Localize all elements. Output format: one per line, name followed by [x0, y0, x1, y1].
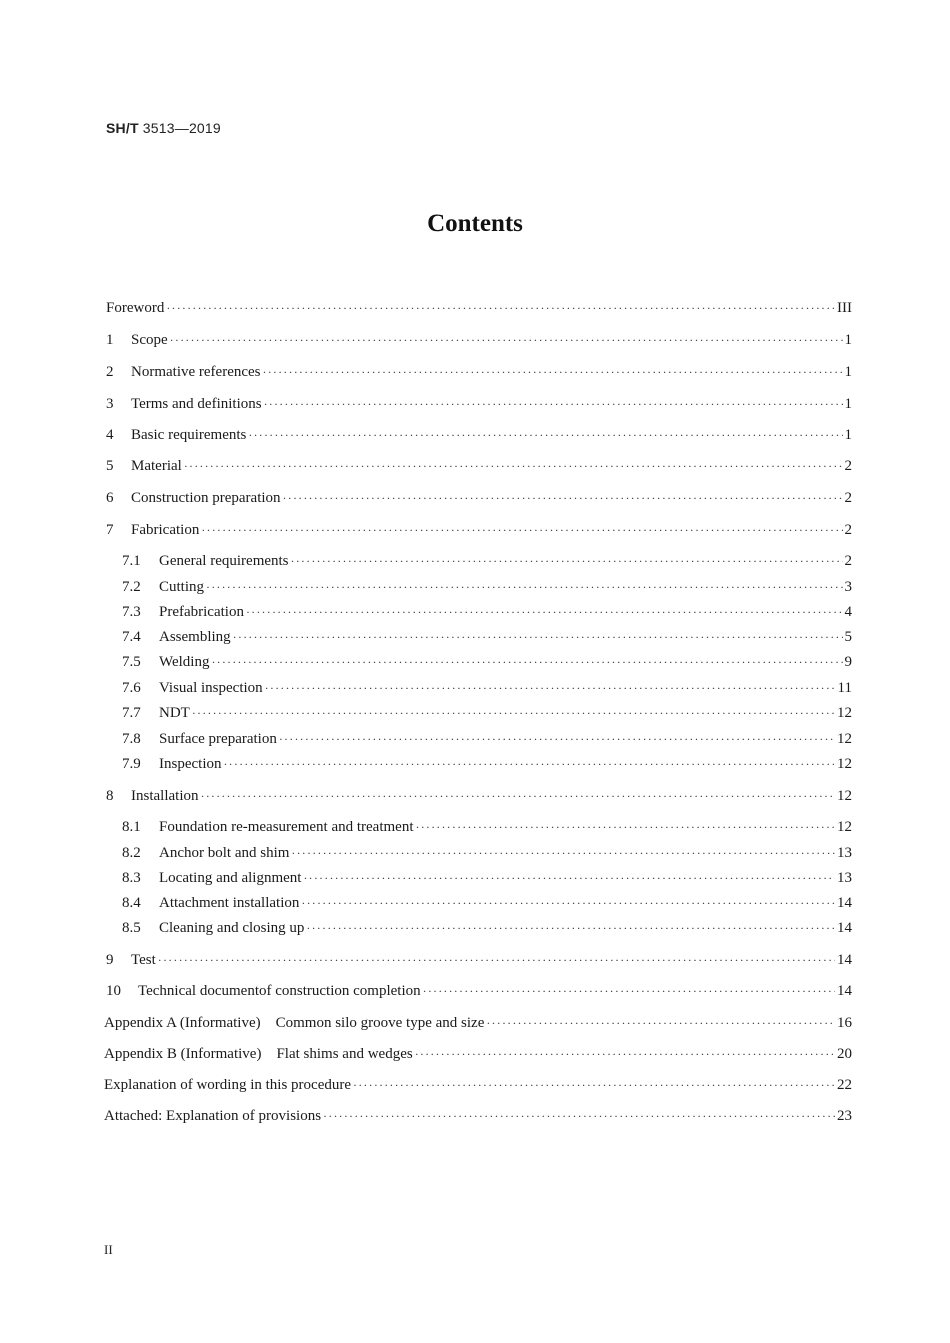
toc-number: 7: [106, 522, 114, 538]
toc-label: Assembling: [159, 629, 231, 645]
toc-entry-7-8[interactable]: [122, 729, 852, 749]
toc-label: Surface preparation: [159, 731, 277, 747]
dot-leader: [416, 817, 836, 837]
toc-label: Technical documentof construction completion: [138, 983, 421, 999]
toc-number: 3: [106, 396, 114, 412]
dot-leader: [283, 488, 843, 508]
toc-entry-8-1[interactable]: [122, 817, 852, 837]
toc-page: 23: [837, 1108, 852, 1124]
toc-label: Anchor bolt and shim: [159, 845, 290, 861]
toc-label: General requirements: [159, 553, 289, 569]
dot-leader: [166, 298, 835, 318]
toc-page: 1: [844, 332, 852, 348]
toc-page: 16: [837, 1015, 852, 1031]
toc-number: 8.2: [122, 845, 141, 861]
toc-number: 4: [106, 427, 114, 443]
toc-label: Attachment installation: [159, 895, 300, 911]
toc-entry-8-2[interactable]: [122, 843, 852, 863]
toc-entry-8-3[interactable]: [122, 868, 852, 888]
toc-number: 9: [106, 952, 114, 968]
toc-page: 5: [844, 629, 852, 645]
toc-page: 12: [837, 731, 852, 747]
dot-leader: [291, 843, 835, 863]
toc-entry-terms-definitions[interactable]: [106, 394, 852, 414]
toc-entry-7-5[interactable]: [122, 652, 852, 672]
toc-page: 2: [844, 553, 852, 569]
toc-number: 7.3: [122, 604, 141, 620]
toc-entry-7-7[interactable]: [122, 703, 852, 723]
toc-number: 2: [106, 364, 114, 380]
toc-number: 7.9: [122, 756, 141, 772]
toc-entry-normative-references[interactable]: [106, 362, 852, 382]
toc-entry-7-1[interactable]: [122, 551, 852, 571]
toc-label: Foreword: [106, 300, 165, 316]
dot-leader: [291, 551, 843, 571]
dot-leader: [192, 703, 835, 723]
toc-page: 11: [837, 680, 852, 696]
toc-label: Appendix A (Informative) Common silo groove type and size: [104, 1015, 485, 1031]
toc-number: 8.3: [122, 870, 141, 886]
toc-entry-material[interactable]: [106, 456, 852, 476]
toc-entry-7-6[interactable]: [122, 678, 852, 698]
dot-leader: [264, 394, 843, 414]
dot-leader: [323, 1106, 835, 1126]
toc-label: Inspection: [159, 756, 222, 772]
toc-number: 5: [106, 458, 114, 474]
toc-entry-8-5[interactable]: [122, 918, 852, 938]
toc-label: Construction preparation: [131, 490, 281, 506]
toc-entry-7-4[interactable]: [122, 627, 852, 647]
toc-number: 7.8: [122, 731, 141, 747]
toc-entry-appendix-b[interactable]: [104, 1044, 852, 1064]
toc-page: 14: [837, 895, 852, 911]
toc-entry-7-9[interactable]: [122, 754, 852, 774]
toc-label: Attached: Explanation of provisions: [104, 1108, 322, 1124]
toc-number: 8.4: [122, 895, 141, 911]
dot-leader: [246, 602, 843, 622]
toc-number: 7.1: [122, 553, 141, 569]
toc-page: 12: [837, 705, 852, 721]
dot-leader: [248, 425, 842, 445]
toc-number: 8: [106, 788, 114, 804]
dot-leader: [279, 729, 835, 749]
dot-leader: [301, 893, 835, 913]
dot-leader: [211, 652, 842, 672]
toc-label: Locating and alignment: [159, 870, 302, 886]
toc-label: Installation: [131, 788, 199, 804]
toc-page: 12: [837, 756, 852, 772]
toc-label: Foundation re-measurement and treatment: [159, 819, 414, 835]
toc-label: Normative references: [131, 364, 261, 380]
toc-page: 2: [844, 522, 852, 538]
toc-entry-scope[interactable]: [106, 330, 852, 350]
toc-label: Cutting: [159, 579, 205, 595]
document-code-prefix: SH/T: [106, 120, 139, 136]
toc-page: 12: [837, 788, 852, 804]
toc-page: 14: [837, 952, 852, 968]
dot-leader: [206, 577, 842, 597]
toc-number: 10: [106, 983, 121, 999]
dot-leader: [263, 362, 843, 382]
toc-entry-basic-requirements[interactable]: [106, 425, 852, 445]
toc-entry-construction-preparation[interactable]: [106, 488, 852, 508]
toc-number: 8.5: [122, 920, 141, 936]
toc-entry-explanation-wording[interactable]: [104, 1075, 852, 1095]
dot-leader: [223, 754, 835, 774]
toc-entry-technical-document[interactable]: [106, 981, 852, 1001]
toc-label: Fabrication: [131, 522, 200, 538]
toc-page: III: [837, 300, 852, 316]
toc-label: NDT: [159, 705, 190, 721]
toc-number: 7.7: [122, 705, 141, 721]
dot-leader: [233, 627, 843, 647]
toc-label: Test: [131, 952, 156, 968]
toc-number: 7.6: [122, 680, 141, 696]
dot-leader: [158, 950, 835, 970]
toc-entry-fabrication[interactable]: [106, 520, 852, 540]
toc-label: Terms and definitions: [131, 396, 262, 412]
toc-label: Appendix B (Informative) Flat shims and wedges: [104, 1046, 413, 1062]
dot-leader: [303, 868, 835, 888]
toc-number: 6: [106, 490, 114, 506]
toc-label: Cleaning and closing up: [159, 920, 305, 936]
toc-label: Material: [131, 458, 182, 474]
toc-page: 2: [844, 458, 852, 474]
page-title: Contents: [427, 210, 523, 237]
toc-entry-7-2[interactable]: [122, 577, 852, 597]
toc-page: 13: [837, 845, 852, 861]
toc-page: 1: [844, 427, 852, 443]
dot-leader: [423, 981, 835, 1001]
toc-number: 7.2: [122, 579, 141, 595]
toc-page: 4: [844, 604, 852, 620]
toc-entry-attached-explanation[interactable]: [104, 1106, 852, 1126]
toc-page: 22: [837, 1077, 852, 1093]
dot-leader: [170, 330, 843, 350]
toc-number: 8.1: [122, 819, 141, 835]
toc-label: Welding: [159, 654, 210, 670]
dot-leader: [265, 678, 836, 698]
toc-number: 7.4: [122, 629, 141, 645]
dot-leader: [201, 786, 836, 806]
dot-leader: [201, 520, 842, 540]
toc-label: Scope: [131, 332, 168, 348]
toc-entry-8-4[interactable]: [122, 893, 852, 913]
toc-page: 3: [844, 579, 852, 595]
toc-page: 1: [844, 364, 852, 380]
toc-number: 7.5: [122, 654, 141, 670]
toc-label: Prefabrication: [159, 604, 244, 620]
toc-page: 20: [837, 1046, 852, 1062]
toc-entry-appendix-a[interactable]: [104, 1013, 852, 1033]
toc-page: 9: [844, 654, 852, 670]
toc-page: 14: [837, 920, 852, 936]
dot-leader: [415, 1044, 835, 1064]
toc-entry-test[interactable]: [106, 950, 852, 970]
toc-page: 2: [844, 490, 852, 506]
dot-leader: [184, 456, 843, 476]
toc-label: Basic requirements: [131, 427, 247, 443]
dot-leader: [306, 918, 835, 938]
page-number: II: [104, 1242, 113, 1257]
toc-number: 1: [106, 332, 114, 348]
toc-entry-7-3[interactable]: [122, 602, 852, 622]
toc-entry-foreword[interactable]: [106, 298, 852, 318]
dot-leader: [486, 1013, 835, 1033]
dot-leader: [353, 1075, 835, 1095]
toc-page: 14: [837, 983, 852, 999]
toc-page: 12: [837, 819, 852, 835]
toc-entry-installation[interactable]: [106, 786, 852, 806]
document-code-number: 3513—2019: [142, 120, 221, 136]
toc-label: Explanation of wording in this procedure: [104, 1077, 352, 1093]
toc-page: 1: [844, 396, 852, 412]
toc-label: Visual inspection: [159, 680, 263, 696]
toc-page: 13: [837, 870, 852, 886]
